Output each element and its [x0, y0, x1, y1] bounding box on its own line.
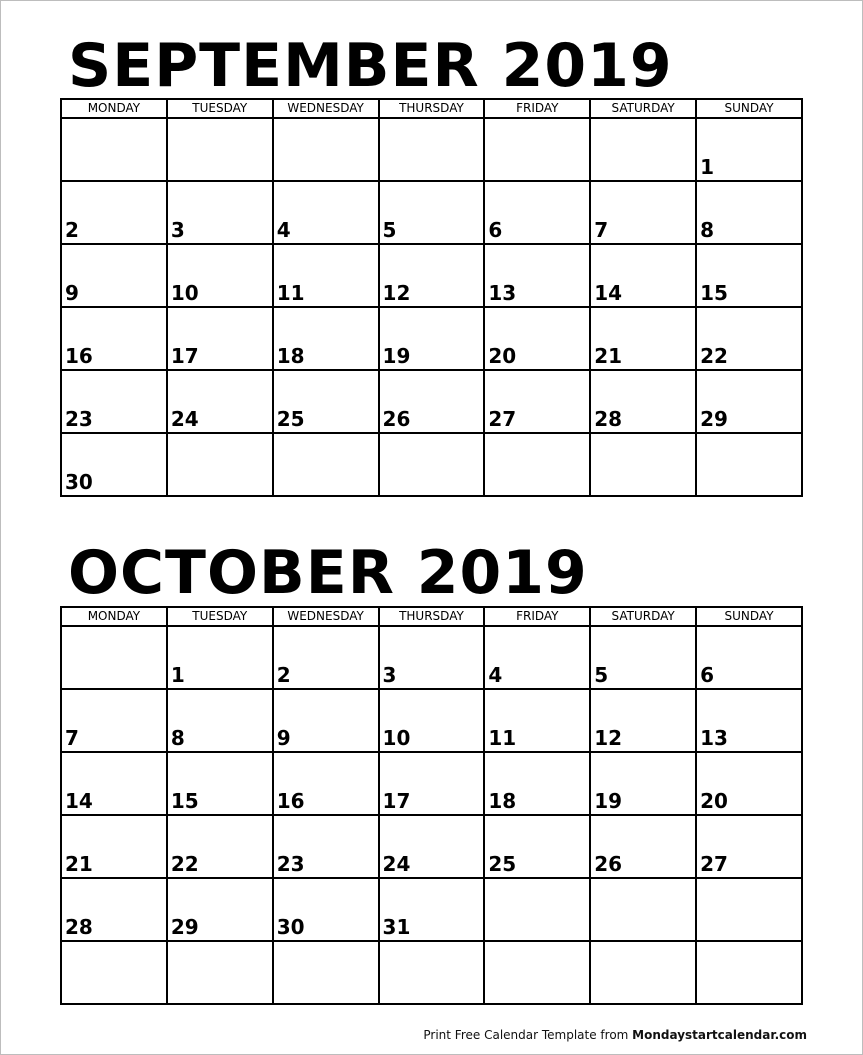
day-number: 19	[594, 789, 623, 813]
day-number	[485, 917, 589, 940]
day-number	[274, 980, 378, 1003]
weekday-header: MONDAY	[61, 607, 167, 626]
day-cell	[590, 689, 696, 752]
day-number: 20	[488, 344, 517, 368]
day-cell	[484, 370, 590, 433]
weekday-header-row	[61, 99, 802, 118]
weekday-header: THURSDAY	[379, 99, 485, 118]
day-cell	[696, 307, 802, 370]
day-number: 7	[594, 218, 609, 242]
day-cell	[696, 244, 802, 307]
day-number: 3	[382, 663, 397, 687]
weekday-header: SUNDAY	[696, 99, 802, 118]
day-number: 14	[65, 789, 93, 813]
day-cell	[167, 181, 273, 244]
day-number: 31	[382, 915, 411, 939]
day-cell	[273, 878, 379, 941]
day-cell	[590, 181, 696, 244]
day-number	[591, 157, 695, 180]
month-title-october: OCTOBER 2019	[68, 538, 588, 608]
day-number: 18	[276, 344, 305, 368]
day-number: 23	[65, 407, 93, 431]
day-number: 1	[700, 155, 714, 179]
weekday-header: WEDNESDAY	[273, 99, 379, 118]
day-cell	[61, 626, 167, 689]
day-cell	[61, 307, 167, 370]
day-cell	[167, 941, 273, 1004]
day-cell	[61, 878, 167, 941]
day-cell	[379, 181, 485, 244]
day-number	[697, 472, 801, 495]
day-number: 12	[382, 281, 411, 305]
day-number: 24	[170, 407, 199, 431]
day-number	[380, 472, 484, 495]
day-cell	[696, 181, 802, 244]
day-cell	[484, 118, 590, 181]
day-cell	[273, 181, 379, 244]
day-number	[62, 980, 166, 1003]
weekday-header: FRIDAY	[484, 607, 590, 626]
week-row	[61, 689, 802, 752]
day-number: 30	[276, 915, 305, 939]
day-cell	[484, 244, 590, 307]
day-cell	[484, 433, 590, 496]
calendar-grid-october	[60, 606, 803, 1005]
day-cell	[167, 307, 273, 370]
day-number: 15	[170, 789, 199, 813]
day-cell	[590, 244, 696, 307]
day-number: 30	[65, 470, 93, 494]
day-cell	[61, 815, 167, 878]
day-number: 8	[170, 726, 185, 750]
week-row	[61, 752, 802, 815]
day-cell	[379, 118, 485, 181]
day-number: 24	[382, 852, 411, 876]
day-cell	[379, 244, 485, 307]
day-number: 5	[594, 663, 609, 687]
day-cell	[590, 626, 696, 689]
day-number: 23	[276, 852, 305, 876]
day-number: 8	[700, 218, 714, 242]
day-number	[168, 157, 272, 180]
day-number	[62, 665, 166, 688]
day-cell	[696, 878, 802, 941]
day-number: 12	[594, 726, 623, 750]
week-row	[61, 244, 802, 307]
day-cell	[61, 433, 167, 496]
day-number	[274, 157, 378, 180]
calendar-grid-september	[60, 98, 803, 497]
day-cell	[484, 878, 590, 941]
day-cell	[696, 118, 802, 181]
weekday-header: TUESDAY	[167, 607, 273, 626]
day-number	[485, 472, 589, 495]
day-cell	[167, 626, 273, 689]
week-row	[61, 181, 802, 244]
day-number	[380, 980, 484, 1003]
day-number: 13	[488, 281, 517, 305]
day-number	[697, 980, 801, 1003]
day-cell	[696, 689, 802, 752]
day-number: 11	[276, 281, 305, 305]
day-number: 20	[700, 789, 728, 813]
day-number: 9	[276, 726, 291, 750]
day-cell	[167, 244, 273, 307]
day-cell	[61, 370, 167, 433]
weekday-header: FRIDAY	[484, 99, 590, 118]
day-cell	[379, 689, 485, 752]
day-number: 17	[382, 789, 411, 813]
day-cell	[590, 941, 696, 1004]
day-number: 21	[65, 852, 93, 876]
day-cell	[273, 941, 379, 1004]
week-row	[61, 118, 802, 181]
day-cell	[273, 626, 379, 689]
day-number: 5	[382, 218, 397, 242]
day-number	[62, 157, 166, 180]
day-number: 25	[488, 852, 517, 876]
day-cell	[167, 689, 273, 752]
day-number: 22	[170, 852, 199, 876]
day-number: 21	[594, 344, 623, 368]
week-row	[61, 815, 802, 878]
day-cell	[273, 689, 379, 752]
day-cell	[696, 626, 802, 689]
month-title-september: SEPTEMBER 2019	[68, 31, 673, 101]
day-number: 26	[594, 852, 623, 876]
day-number: 4	[488, 663, 503, 687]
day-cell	[273, 118, 379, 181]
day-number: 29	[700, 407, 728, 431]
day-cell	[379, 878, 485, 941]
day-cell	[61, 689, 167, 752]
day-cell	[590, 878, 696, 941]
day-cell	[379, 626, 485, 689]
day-cell	[167, 815, 273, 878]
day-cell	[167, 370, 273, 433]
week-row	[61, 433, 802, 496]
day-number	[485, 157, 589, 180]
weekday-header: SUNDAY	[696, 607, 802, 626]
day-number	[485, 980, 589, 1003]
week-row	[61, 626, 802, 689]
day-cell	[484, 181, 590, 244]
day-number: 29	[170, 915, 199, 939]
day-number: 7	[65, 726, 79, 750]
day-cell	[484, 752, 590, 815]
day-number: 11	[488, 726, 517, 750]
week-row	[61, 307, 802, 370]
day-number: 6	[700, 663, 714, 687]
weekday-header: SATURDAY	[590, 607, 696, 626]
weekday-header: WEDNESDAY	[273, 607, 379, 626]
day-cell	[273, 752, 379, 815]
day-number: 25	[276, 407, 305, 431]
week-row	[61, 941, 802, 1004]
day-number: 1	[170, 663, 185, 687]
day-cell	[484, 941, 590, 1004]
day-number: 4	[276, 218, 291, 242]
day-number: 15	[700, 281, 728, 305]
day-cell	[61, 118, 167, 181]
day-cell	[484, 626, 590, 689]
footer-site-link[interactable]: Mondaystartcalendar.com	[632, 1028, 807, 1042]
day-cell	[167, 878, 273, 941]
day-cell	[273, 370, 379, 433]
day-number: 18	[488, 789, 517, 813]
day-cell	[379, 815, 485, 878]
day-cell	[61, 181, 167, 244]
day-cell	[61, 941, 167, 1004]
footer-credit	[423, 1028, 807, 1042]
day-number: 27	[700, 852, 728, 876]
day-cell	[696, 815, 802, 878]
day-number: 26	[382, 407, 411, 431]
day-cell	[590, 433, 696, 496]
day-number	[591, 980, 695, 1003]
day-number	[168, 980, 272, 1003]
day-cell	[379, 941, 485, 1004]
day-cell	[273, 307, 379, 370]
day-cell	[696, 370, 802, 433]
day-cell	[167, 752, 273, 815]
day-number: 22	[700, 344, 728, 368]
day-number	[697, 917, 801, 940]
day-number: 2	[276, 663, 291, 687]
day-number: 28	[594, 407, 623, 431]
day-cell	[484, 307, 590, 370]
day-cell	[590, 752, 696, 815]
day-cell	[273, 244, 379, 307]
day-cell	[590, 370, 696, 433]
day-cell	[379, 307, 485, 370]
day-number	[168, 472, 272, 495]
day-number	[380, 157, 484, 180]
day-cell	[167, 118, 273, 181]
day-cell	[273, 815, 379, 878]
day-number: 6	[488, 218, 503, 242]
day-number: 27	[488, 407, 517, 431]
weekday-header: MONDAY	[61, 99, 167, 118]
day-number: 19	[382, 344, 411, 368]
day-cell	[696, 752, 802, 815]
day-cell	[61, 244, 167, 307]
day-number: 28	[65, 915, 93, 939]
footer-text: Print Free Calendar Template from	[423, 1028, 633, 1042]
day-cell	[379, 752, 485, 815]
week-row	[61, 370, 802, 433]
day-number: 10	[382, 726, 411, 750]
day-cell	[379, 370, 485, 433]
week-row	[61, 878, 802, 941]
day-number: 2	[65, 218, 79, 242]
weekday-header: THURSDAY	[379, 607, 485, 626]
weekday-header: SATURDAY	[590, 99, 696, 118]
day-cell	[696, 433, 802, 496]
day-number: 3	[170, 218, 185, 242]
day-cell	[484, 689, 590, 752]
day-cell	[590, 118, 696, 181]
day-number	[274, 472, 378, 495]
day-number: 17	[170, 344, 199, 368]
day-cell	[61, 752, 167, 815]
weekday-header-row	[61, 607, 802, 626]
day-cell	[484, 815, 590, 878]
day-cell	[590, 815, 696, 878]
day-cell	[379, 433, 485, 496]
day-cell	[273, 433, 379, 496]
day-number: 16	[65, 344, 93, 368]
day-cell	[167, 433, 273, 496]
day-number: 10	[170, 281, 199, 305]
day-number	[591, 917, 695, 940]
day-number: 9	[65, 281, 79, 305]
day-number	[591, 472, 695, 495]
day-cell	[696, 941, 802, 1004]
day-number: 16	[276, 789, 305, 813]
day-cell	[590, 307, 696, 370]
day-number: 14	[594, 281, 623, 305]
day-number: 13	[700, 726, 728, 750]
weekday-header: TUESDAY	[167, 99, 273, 118]
